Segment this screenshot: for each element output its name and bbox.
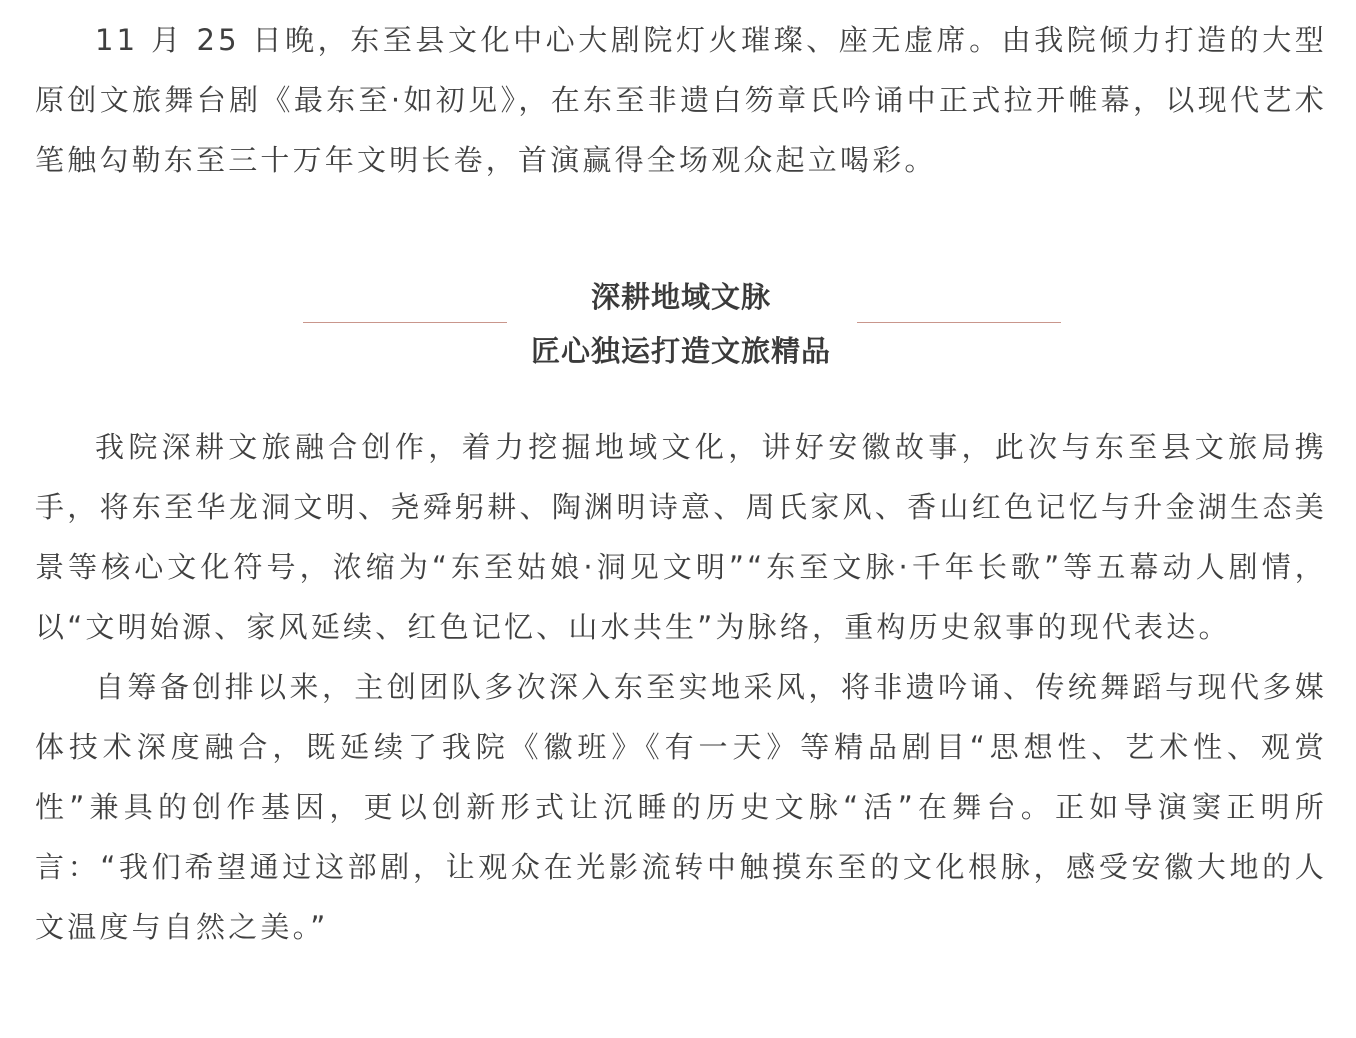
body-paragraph-2: 自筹备创排以来，主创团队多次深入东至实地采风，将非遗吟诵、传统舞蹈与现代多媒体技术深度融合，既延续了我院《徽班》《有一天》等精品剧目“思想性、艺术性、观赏性”兼具的创作基因，更以创新形式让沉睡的历史文脉“活”在舞台。正如导演窦正明所言：“我们希望通过这部剧，让观众在光影流转中触摸东至的文化根脉，感受安徽大地的人文温度与自然之美。” (35, 670, 1327, 944)
section-title-line2: 匠心独运打造文旅精品 (530, 334, 831, 368)
section-heading (35, 280, 1327, 408)
intro-paragraph: 11 月 25 日晚，东至县文化中心大剧院灯火璀璨、座无虚席。由我院倾力打造的大型原创文旅舞台剧《最东至·如初见》，在东至非遗白笏章氏吟诵中正式拉开帷幕，以现代艺术笔触勾勒东至三十万年文明长卷，首演赢得全场观众起立喝彩。 (35, 23, 1327, 177)
heading-divider-right (857, 322, 1061, 323)
section-title-line1: 深耕地域文脉 (590, 280, 771, 314)
article-body (35, 10, 1327, 957)
section-body (35, 417, 1327, 957)
body-paragraph-1: 我院深耕文旅融合创作，着力挖掘地域文化，讲好安徽故事，此次与东至县文旅局携手，将东至华龙洞文明、尧舜躬耕、陶渊明诗意、周氏家风、香山红色记忆与升金湖生态美景等核心文化符号，浓缩为“东至姑娘·洞见文明”“东至文脉·千年长歌”等五幕动人剧情，以“文明始源、家风延续、红色记忆、山水共生”为脉络，重构历史叙事的现代表达。 (35, 430, 1327, 644)
heading-divider-left (303, 322, 507, 323)
